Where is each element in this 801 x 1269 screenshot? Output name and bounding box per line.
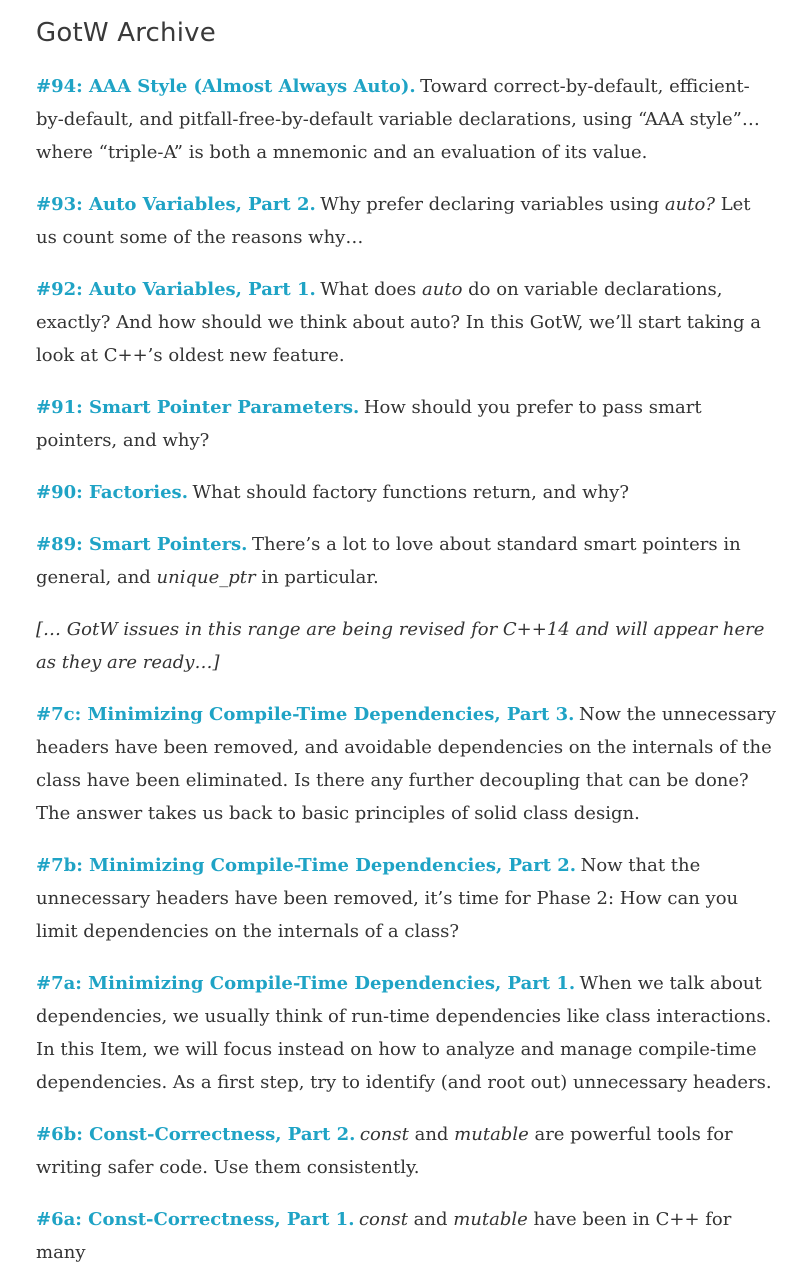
archive-entry	[36, 528, 777, 594]
archive-note-text: [… GotW issues in this range are being revised for C++14 and will appear here as they are ready…]	[36, 619, 765, 673]
archive-entry-link[interactable]: #93: Auto Variables, Part 2.	[36, 194, 316, 215]
archive-entry-description: When we talk about dependencies, we usually think of run-time dependencies like class interactions. In this Item, we will focus instead on how to analyze and manage compile-time dependencies. As a first step, try to identify (and root out) unnecessary headers.	[36, 973, 772, 1093]
archive-entry-link[interactable]: #91: Smart Pointer Parameters.	[36, 397, 360, 418]
archive-entry-description: Let us count some of the reasons why…	[36, 194, 751, 248]
archive-entry-description: do on variable declarations, exactly? And how should we think about auto? In this GotW, we’ll start taking a look at C++’s oldest new feature.	[36, 279, 761, 366]
archive-entry-term: const	[358, 1209, 408, 1230]
archive-entry-term: mutable	[453, 1209, 528, 1230]
archive-entry-description: What should factory functions return, and why?	[192, 482, 629, 503]
archive-entry-description: Now the unnecessary headers have been removed, and avoidable dependencies on the internals of the class have been eliminated. Is there any further decoupling that can be done? The answer takes us back to basic principles of solid class design.	[36, 704, 776, 824]
archive-entry	[36, 273, 777, 372]
archive-entry-description: Now that the unnecessary headers have been removed, it’s time for Phase 2: How can you limit dependencies on the internals of a class?	[36, 855, 739, 942]
archive-entry-description: are powerful tools for writing safer code. Use them consistently.	[36, 1124, 733, 1178]
archive-entry-term: unique_ptr	[156, 567, 256, 588]
archive-entry	[36, 391, 777, 457]
archive-entry-link[interactable]: #7b: Minimizing Compile-Time Dependencies, Part 2.	[36, 855, 577, 876]
archive-entry-description: Toward correct-by-default, efficient-by-default, and pitfall-free-by-default variable declarations, using “AAA style”… where “triple-A” is both a mnemonic and an evaluation of its value.	[36, 76, 760, 163]
archive-entry-description: Why prefer declaring variables using	[320, 194, 665, 215]
archive-entry-link[interactable]: #92: Auto Variables, Part 1.	[36, 279, 316, 300]
archive-entry-description: What does	[320, 279, 423, 300]
archive-note	[36, 613, 777, 679]
archive-entry-description: How should you prefer to pass smart pointers, and why?	[36, 397, 702, 451]
archive-entry-link[interactable]: #89: Smart Pointers.	[36, 534, 248, 555]
archive-entry-term: mutable	[454, 1124, 529, 1145]
page-title: GotW Archive	[36, 18, 216, 48]
archive-entry	[36, 1118, 777, 1184]
archive-entry-description: and	[408, 1124, 455, 1145]
archive-entry-link[interactable]: #94: AAA Style (Almost Always Auto).	[36, 76, 416, 97]
archive-entry-description: in particular.	[255, 567, 379, 588]
archive-entry-link[interactable]: #7a: Minimizing Compile-Time Dependencies, Part 1.	[36, 973, 576, 994]
archive-entry-link[interactable]: #6b: Const-Correctness, Part 2.	[36, 1124, 356, 1145]
archive-entry-link[interactable]: #90: Factories.	[36, 482, 188, 503]
archive-entry	[36, 70, 777, 169]
archive-entry-description: have been in C++ for many	[36, 1209, 732, 1263]
archive-entry-link[interactable]: #7c: Minimizing Compile-Time Dependencies, Part 3.	[36, 704, 575, 725]
archive-entry-link[interactable]: #6a: Const-Correctness, Part 1.	[36, 1209, 355, 1230]
archive-entry	[36, 476, 777, 509]
archive-entry-term: const	[359, 1124, 409, 1145]
archive-entry	[36, 1203, 777, 1269]
archive-entry-description: There’s a lot to love about standard smart pointers in general, and	[36, 534, 741, 588]
archive-entry	[36, 849, 777, 948]
archive-entry-term: auto?	[664, 194, 715, 215]
archive-list	[36, 70, 777, 1269]
archive-entry	[36, 698, 777, 830]
archive-entry-description: and	[407, 1209, 454, 1230]
archive-entry	[36, 967, 777, 1099]
archive-entry	[36, 188, 777, 254]
archive-entry-term: auto	[422, 279, 463, 300]
